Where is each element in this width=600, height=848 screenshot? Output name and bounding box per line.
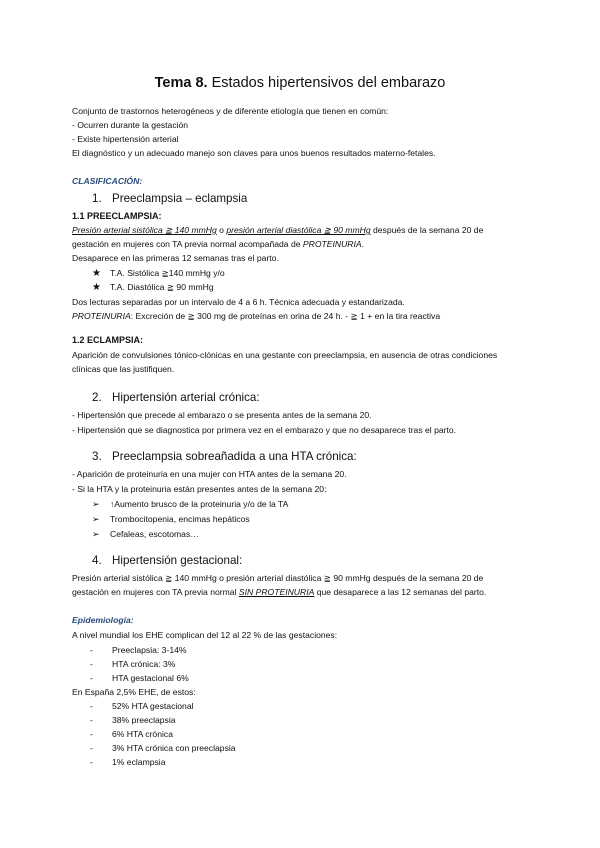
- proteinuria-term: PROTEINURIA: [302, 239, 362, 249]
- intro-line-3: - Existe hipertensión arterial: [72, 134, 179, 144]
- gestational-line-1: Presión arterial sistólica ≧ 140 mmHg o presión arterial diastólica ≧ 90 mmHg después de la semana 20 de: [72, 573, 484, 583]
- classification-heading: CLASIFICACIÓN:: [72, 176, 143, 186]
- measurement-note: Dos lecturas separadas por un intervalo de 4 a 6 h. Técnica adecuada y estandarizada.: [72, 297, 405, 307]
- dash-bullet: -: [90, 715, 93, 725]
- sin-proteinuria: SIN PROTEINURIA: [238, 587, 315, 597]
- diastolic-criterion: presión arterial diastólica ≧ 90 mmHg: [226, 225, 371, 235]
- spain-item: [90, 729, 173, 740]
- spain-item-text: 1% eclampsia: [112, 757, 166, 767]
- section-2-number: 2.: [92, 391, 102, 404]
- epidemiology-world: A nivel mundial los EHE complican del 12 al 22 % de las gestaciones:: [72, 630, 338, 640]
- arrow-item-3: [92, 529, 199, 540]
- world-item: [90, 659, 175, 670]
- world-item-text: HTA gestacional 6%: [112, 673, 189, 683]
- spain-item: [90, 757, 166, 768]
- section-1-title: Preeclampsia – eclampsia: [112, 192, 248, 205]
- section-4-title: Hipertensión gestacional:: [112, 554, 243, 567]
- arrow-bullet-icon: ➢: [92, 514, 100, 524]
- world-item-text: HTA crónica: 3%: [112, 659, 176, 669]
- eclampsia-line-1: Aparición de convulsiones tónico-clónicas en una gestante con preeclampsia, en ausencia de otras condiciones: [72, 350, 498, 360]
- spain-item: [90, 715, 176, 726]
- arrow-item-1-text: ↑Aumento brusco de la proteinuria y/o de la TA: [110, 499, 289, 509]
- page-title: [0, 75, 600, 91]
- preeclampsia-line-1: [72, 225, 483, 236]
- dash-bullet: -: [90, 701, 93, 711]
- intro-line-4: El diagnóstico y un adecuado manejo son claves para unos buenos resultados materno-fetales.: [72, 148, 436, 158]
- section-1-heading: [92, 192, 247, 205]
- eclampsia-line-2: clínicas que las justifiquen.: [72, 364, 175, 374]
- proteinuria-label: PROTEINURIA: [72, 311, 131, 321]
- dash-bullet: -: [90, 645, 93, 655]
- period: .: [361, 239, 365, 249]
- chronic-line-2: - Hipertensión que se diagnostica por primera vez en el embarazo y que no desaparece tras el parto.: [72, 425, 457, 435]
- spain-item: [90, 701, 194, 712]
- title-bold: Tema 8.: [154, 75, 208, 91]
- intro-line-2: - Ocurren durante la gestación: [72, 120, 189, 130]
- bullet-systolic-text: T.A. Sistólica ≧140 mmHg y/o: [110, 268, 225, 278]
- preeclampsia-line-2: [72, 239, 364, 250]
- subsection-eclampsia: 1.2 ECLAMPSIA:: [72, 335, 144, 345]
- dash-bullet: -: [90, 729, 93, 739]
- section-2-title: Hipertensión arterial crónica:: [112, 391, 260, 404]
- bullet-systolic: [92, 268, 225, 279]
- section-1-number: 1.: [92, 192, 102, 205]
- section-3-heading: [92, 450, 357, 463]
- arrow-item-3-text: Cefaleas, escotomas…: [110, 529, 199, 539]
- section-2-heading: [92, 391, 260, 404]
- title-rest: Estados hipertensivos del embarazo: [207, 75, 446, 91]
- gestational-line-2: [72, 587, 486, 598]
- proteinuria-definition: [72, 311, 440, 322]
- dash-bullet: -: [90, 673, 93, 683]
- superimposed-line-1: - Aparición de proteinuria en una mujer con HTA antes de la semana 20.: [72, 469, 347, 479]
- proteinuria-text: : Excreción de ≧ 300 mg de proteínas en orina de 24 h. - ≧ 1 + en la tira reactiva: [130, 311, 441, 321]
- spain-item-text: 6% HTA crónica: [112, 729, 173, 739]
- chronic-line-1: - Hipertensión que precede al embarazo o se presenta antes de la semana 20.: [72, 410, 372, 420]
- spain-item-text: 52% HTA gestacional: [112, 701, 194, 711]
- arrow-bullet-icon: ➢: [92, 529, 100, 539]
- epidemiology-spain: En España 2,5% EHE, de estos:: [72, 687, 196, 697]
- arrow-item-2-text: Trombocitopenia, encimas hepáticos: [110, 514, 250, 524]
- world-item-text: Preeclapsia: 3-14%: [112, 645, 187, 655]
- arrow-item-1: [92, 499, 288, 510]
- intro-line-1: Conjunto de trastornos heterogéneos y de diferente etiología que tienen en común:: [72, 106, 389, 116]
- spain-item-text: 3% HTA crónica con preeclapsia: [112, 743, 236, 753]
- after-week-text: después de la semana 20 de: [370, 225, 484, 235]
- spain-item: [90, 743, 236, 754]
- section-4-number: 4.: [92, 554, 102, 567]
- systolic-criterion: Presión arterial sistólica ≧ 140 mmHg: [72, 225, 217, 235]
- gestation-text: gestación en mujeres con TA previa normal acompañada de: [72, 239, 303, 249]
- section-4-heading: [92, 554, 242, 567]
- dash-bullet: -: [90, 659, 93, 669]
- gestational-text-end: que desaparece a las 12 semanas del parto.: [314, 587, 487, 597]
- subsection-preeclampsia: 1.1 PREECLAMPSIA:: [72, 211, 162, 221]
- dash-bullet: -: [90, 743, 93, 753]
- world-item: [90, 645, 187, 656]
- preeclampsia-line-3: Desaparece en las primeras 12 semanas tras el parto.: [72, 253, 279, 263]
- arrow-item-2: [92, 514, 250, 525]
- connector-text: o: [216, 225, 227, 235]
- section-3-number: 3.: [92, 450, 102, 463]
- arrow-bullet-icon: ➢: [92, 499, 100, 509]
- dash-bullet: -: [90, 757, 93, 767]
- bullet-diastolic-text: T.A. Diastólica ≧ 90 mmHg: [110, 282, 214, 292]
- spain-item-text: 38% preeclapsia: [112, 715, 176, 725]
- gestational-text-start: gestación en mujeres con TA previa normal: [72, 587, 239, 597]
- section-3-title: Preeclampsia sobreañadida a una HTA crónica:: [112, 450, 357, 463]
- world-item: [90, 673, 189, 684]
- star-bullet-icon: ★: [92, 282, 101, 293]
- bullet-diastolic: [92, 282, 214, 293]
- star-bullet-icon: ★: [92, 268, 101, 279]
- superimposed-line-2: - Si la HTA y la proteinuria están presentes antes de la semana 20:: [72, 484, 327, 494]
- epidemiology-heading: Epidemiología:: [72, 615, 134, 625]
